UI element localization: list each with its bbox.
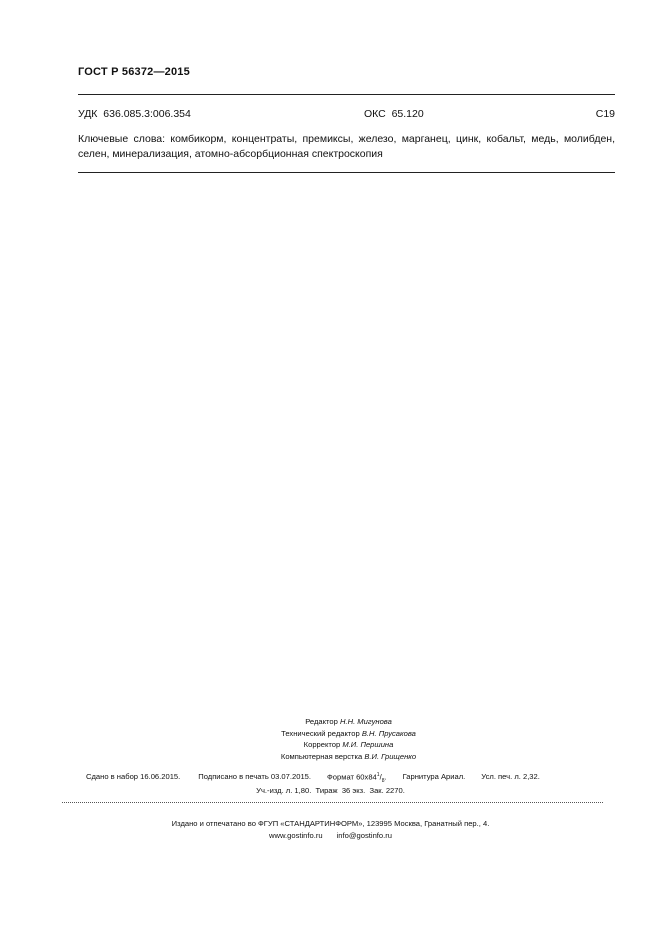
credit-technical-editor: Технический редактор В.Н. Прусакова (281, 728, 416, 738)
contact-line (0, 831, 661, 840)
imprint-typeface: Гарнитура Ариал. (402, 772, 466, 781)
imprint-line-1 (86, 772, 621, 784)
classifier-code: С19 (595, 108, 615, 120)
dotted-divider (62, 802, 603, 803)
website-link[interactable]: www.gostinfo.ru (268, 831, 323, 840)
credits-block (200, 716, 497, 762)
imprint-signed: Подписано в печать 03.07.2015. (198, 772, 311, 781)
imprint-line-2: Уч.-изд. л. 1,80. Тираж 36 экз. Зак. 2270. (256, 786, 405, 795)
bottom-divider (78, 172, 615, 173)
email-link[interactable]: info@gostinfo.ru (336, 831, 393, 840)
oks-code: ОКС 65.120 (364, 108, 424, 120)
top-divider (78, 94, 615, 95)
credit-editor: Редактор Н.Н. Мигунова (305, 717, 392, 726)
credit-proofreader: Корректор М.И. Першина (303, 740, 394, 750)
imprint-print-sheets: Усл. печ. л. 2,32. (481, 772, 540, 781)
imprint-sent: Сдано в набор 16.06.2015. (86, 772, 181, 781)
credit-layout: Компьютерная верстка В.И. Грищенко (280, 751, 417, 761)
keywords-text: Ключевые слова: комбикорм, концентраты, премиксы, железо, марганец, цинк, кобальт, медь, молибден, селен, минерализация, атомно-абсорбционная спектроскопия (78, 133, 615, 160)
udk-code: УДК 636.085.3:006.354 (78, 108, 191, 120)
document-code: ГОСТ Р 56372—2015 (78, 66, 190, 78)
publisher-line: Издано и отпечатано во ФГУП «СТАНДАРТИНФОРМ», 123995 Москва, Гранатный пер., 4. (171, 819, 490, 828)
imprint-format: Формат $60x84^1/_8$. (327, 772, 387, 785)
